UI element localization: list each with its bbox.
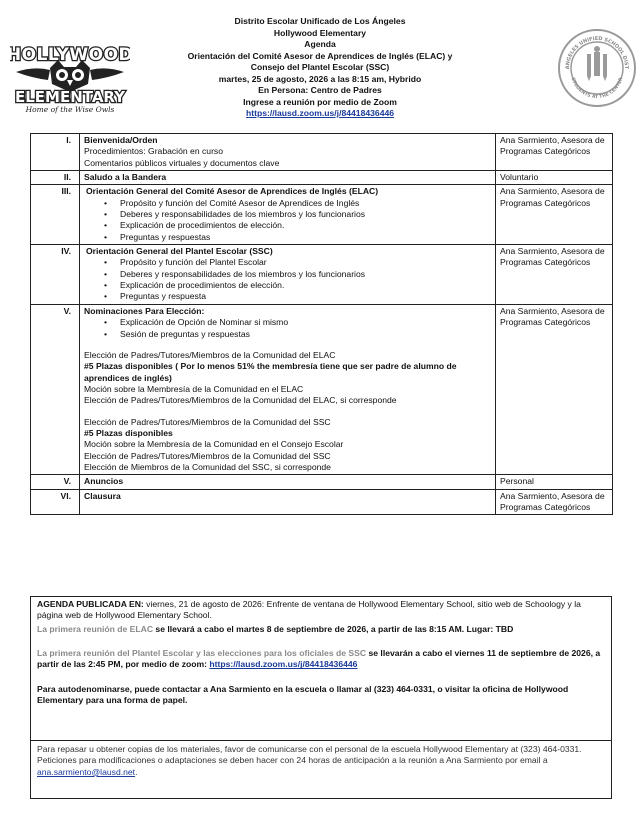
agenda-title: Nominaciones Para Elección:: [84, 305, 205, 316]
in-person: En Persona: Centro de Padres: [258, 85, 382, 96]
agenda-num: V.: [31, 304, 80, 474]
first-elac-notice: [31, 623, 611, 636]
council-line: Consejo del Plantel Escolar (SSC): [250, 62, 390, 73]
email-link[interactable]: ana.sarmiento@lausd.net: [37, 766, 136, 777]
district-name: Distrito Escolar Unificado de Los Ángeles: [234, 16, 406, 26]
agenda-num: VI.: [31, 489, 80, 515]
bullet-item: • Explicación de procedimientos de elección.: [84, 220, 491, 231]
agenda-item: [80, 134, 496, 171]
agenda-row-4: [31, 245, 613, 305]
document-header: [150, 16, 490, 120]
agenda-title: Orientación General del Comité Asesor de Aprendices de Inglés (ELAC): [86, 186, 379, 197]
bullet-item: • Explicación de Opción de Nominar si mismo: [84, 317, 491, 328]
agenda-title: Anuncios: [84, 476, 124, 487]
agenda-item: [80, 245, 496, 305]
first-ssc-notice: [31, 647, 611, 672]
agenda-num: IV.: [31, 245, 80, 305]
agenda-item: [80, 185, 496, 245]
copies-text: Para repasar u obtener copias de los materiales, favor de comunicarse con el personal de la escuela Hollywood Elementary at (323) 464-0331. Peticiones para modificaciones o adaptaciones se deben hacer con 24 horas de anticipación a la reunión a Ana Sarmiento por email a: [37, 744, 582, 766]
bullet-list: [84, 317, 491, 340]
agenda-presenter: Ana Sarmiento, Asesora de Programas Categóricos: [496, 304, 613, 474]
ssc-zoom-link[interactable]: https://lausd.zoom.us/j/84418436446: [209, 659, 358, 670]
agenda-row-5: [31, 304, 613, 474]
agenda-presenter: Ana Sarmiento, Asesora de Programas Categóricos: [496, 134, 613, 171]
agenda-presenter: Personal: [496, 475, 613, 489]
agenda-item: [80, 489, 496, 515]
date-time: martes, 25 de agosto, 2026 a las 8:15 am, Hybrido: [218, 73, 422, 84]
agenda-item: [80, 304, 496, 474]
school-name: Hollywood Elementary: [273, 27, 367, 38]
zoom-line: Ingrese a reunión por medio de Zoom: [243, 96, 397, 107]
logo-line1: HOLLYWOOD: [10, 45, 130, 65]
agenda-line: Elección de Padres/Tutores/Miembros de la Comunidad del SSC: [84, 450, 331, 461]
hollywood-elementary-logo: [10, 36, 130, 114]
copies-end: .: [135, 766, 138, 777]
agenda-title: Clausura: [84, 490, 121, 501]
agenda-item: [80, 171, 496, 185]
bullet-item: • Deberes y responsabilidades de los miembros y los funcionarios: [84, 269, 491, 280]
agenda-presenter: Ana Sarmiento, Asesora de Programas Categóricos: [496, 245, 613, 305]
logo-tagline: Home of the Wise Owls: [25, 105, 115, 114]
agenda-line: Elección de Miembros de la Comunidad del SSC, si corresponde: [84, 461, 331, 472]
agenda-num: I.: [31, 134, 80, 171]
agenda-num: V.: [31, 475, 80, 489]
zoom-link[interactable]: https://lausd.zoom.us/j/84418436446: [245, 108, 395, 119]
seal-bottom-text: STUDENTS AT THE CENTER: [569, 77, 625, 101]
agenda-line: Moción sobre la Membresía de la Comunidad en el ELAC: [84, 383, 304, 394]
bullet-item: • Preguntas y respuesta: [84, 291, 491, 302]
agenda-title: Saludo a la Bandera: [84, 172, 167, 183]
first-ssc-label: La primera reunión del Plantel Escolar y las elecciones para los oficiales de SSC: [37, 648, 367, 659]
agenda-row-2: [31, 171, 613, 185]
elac-election-heading: Elección de Padres/Tutores/Miembros de la Comunidad del ELAC: [84, 349, 336, 360]
agenda-row-6: [31, 475, 613, 489]
agenda-line: Moción sobre la Membresía de la Comunidad en el Consejo Escolar: [84, 439, 344, 450]
notice-box: [30, 596, 612, 799]
agenda-item: [80, 475, 496, 489]
bullet-item: • Explicación de procedimientos de elección.: [84, 280, 491, 291]
agenda-presenter: Ana Sarmiento, Asesora de Programas Categóricos: [496, 489, 613, 515]
bullet-list: [84, 257, 491, 302]
agenda-line: Procedimientos: Grabación en curso: [84, 146, 224, 157]
committees-line: Orientación del Comité Asesor de Aprendices de Inglés (ELAC) y: [187, 50, 453, 61]
agenda-line: Elección de Padres/Tutores/Miembros de la Comunidad del ELAC, si corresponde: [84, 395, 397, 406]
doc-title: Agenda: [304, 39, 336, 50]
divider: [31, 740, 611, 741]
ssc-seats: #5 Plazas disponibles: [84, 427, 173, 438]
agenda-row-1: [31, 134, 613, 171]
first-elac-text: se llevará a cabo el martes 8 de septiembre de 2026, a partir de las 8:15 AM. Lugar: TBD: [153, 623, 514, 634]
agenda-presenter: Ana Sarmiento, Asesora de Programas Categóricos: [496, 185, 613, 245]
agenda-presenter: Voluntario: [496, 171, 613, 185]
ssc-election-heading: Elección de Padres/Tutores/Miembros de la Comunidad del SSC: [84, 416, 331, 427]
bullet-item: • Sesión de preguntas y respuestas: [84, 329, 491, 340]
bullet-item: • Propósito y función del Comité Asesor de Aprendices de Inglés: [84, 198, 491, 209]
agenda-num: III.: [31, 185, 80, 245]
agenda-table: [30, 133, 613, 515]
elac-seats: #5 Plazas disponibles ( Por lo menos 51% the membresía tiene que ser padre de alumno de aprendices de inglés): [84, 361, 457, 383]
first-ssc-text: se llevarán a cabo el viernes 11 de septiembre de 2026, a partir de las 2:45 PM, por medio de zoom:: [37, 648, 601, 670]
posted-notice: [31, 597, 611, 623]
copies-notice: [31, 744, 611, 778]
logo-line2: ELEMENTARY: [14, 88, 126, 106]
lausd-seal: [557, 28, 637, 108]
agenda-row-7: [31, 489, 613, 515]
agenda-row-3: [31, 185, 613, 245]
bullet-item: • Propósito y función del Plantel Escolar: [84, 257, 491, 268]
posted-label: AGENDA PUBLICADA EN:: [37, 599, 144, 609]
agenda-title: Orientación General del Plantel Escolar (SSC): [86, 246, 273, 257]
bullet-list: [84, 198, 491, 243]
agenda-line: Comentarios públicos virtuales y documentos clave: [84, 157, 280, 168]
agenda-num: II.: [31, 171, 80, 185]
self-nomination-notice: Para autodenominarse, puede contactar a Ana Sarmiento en la escuela o llamar al (323) 464-0331, o visitar la oficina de Hollywood Elementary para una forma de papel.: [37, 683, 569, 706]
bullet-item: • Deberes y responsabilidades de los miembros y los funcionarios: [84, 209, 491, 220]
posted-text: viernes, 21 de agosto de 2026: Enfrente de ventana de Hollywood Elementary School, sitio web de Schoology y la página web de Hollywood Elementary School.: [37, 599, 581, 621]
seal-ring-text: ANGELES UNIFIED SCHOOL DIST: [564, 35, 630, 70]
bullet-item: • Preguntas y respuestas: [84, 232, 491, 243]
agenda-title: Bienvenida/Orden: [84, 135, 158, 145]
first-elac-label: La primera reunión de ELAC: [37, 623, 154, 634]
